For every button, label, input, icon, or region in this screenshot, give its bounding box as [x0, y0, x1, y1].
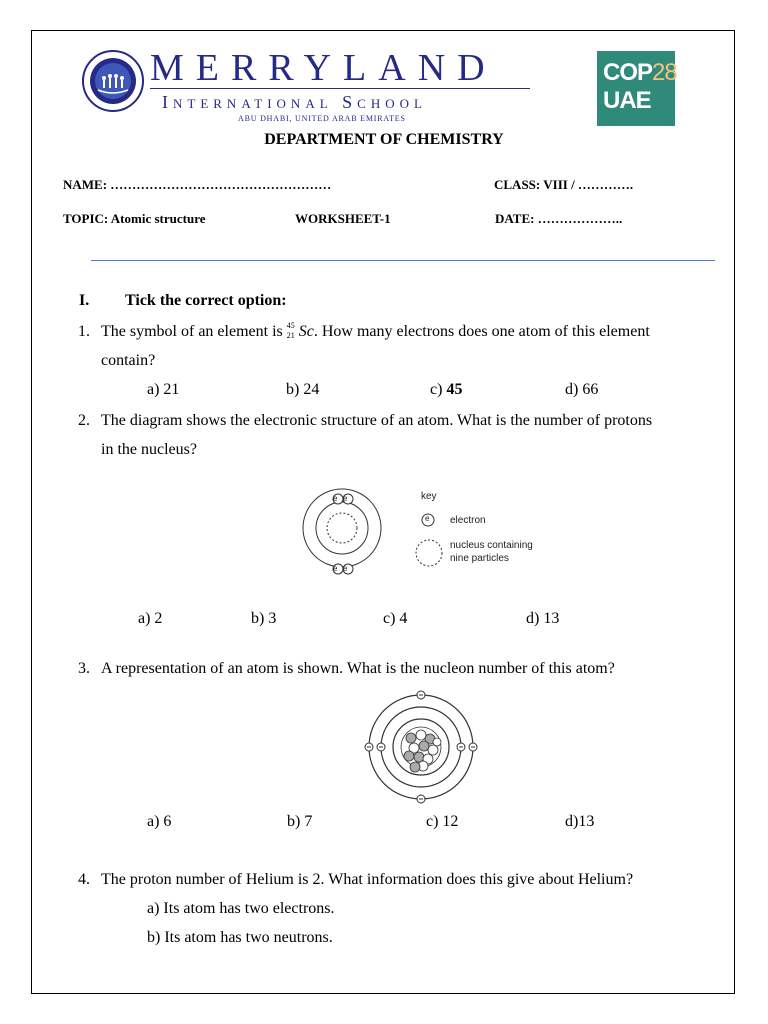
q1-option-c-value: 45 [446, 381, 463, 398]
q1-option-d[interactable]: d) 66 [565, 381, 599, 398]
school-name: MERRYLAND [150, 47, 497, 89]
q2-electron-label-2: e [343, 494, 348, 503]
q3-option-b[interactable]: b) 7 [287, 813, 313, 830]
q2-key-title: key [421, 491, 437, 502]
q3-option-a[interactable]: a) 6 [147, 813, 172, 830]
q1-text-before: The symbol of an element is [101, 323, 287, 340]
q1-option-c-letter: c) [430, 381, 447, 398]
q2-electron-label-3: e [333, 564, 338, 573]
worksheet-label: WORKSHEET-1 [295, 211, 391, 226]
class-field: CLASS: VIII / …………. [494, 177, 634, 192]
q4-number: 4. [78, 871, 90, 888]
q3-atom-diagram [364, 690, 478, 804]
cop-logo-year: 28 [652, 59, 677, 86]
section-numeral: I. [79, 292, 90, 309]
q1-text-line1 [101, 322, 650, 342]
department-title: DEPARTMENT OF CHEMISTRY [264, 131, 504, 148]
q2-key-electron-label: electron [450, 515, 486, 526]
q2-key-nucleus-icon [414, 538, 444, 568]
school-address: ABU DHABI, UNITED ARAB EMIRATES [238, 114, 406, 123]
date-field: DATE: ……………….. [495, 211, 623, 226]
q4-option-a[interactable]: a) Its atom has two electrons. [147, 900, 335, 917]
q2-electron-label-4: e [343, 564, 348, 573]
q1-number: 1. [78, 323, 90, 340]
school-subtitle: International School [162, 92, 427, 112]
q2-key-nucleus-line1: nucleus containing [450, 540, 533, 551]
section-title: Tick the correct option: [125, 292, 287, 309]
q1-atomic-number: 21 [286, 331, 295, 341]
q2-text-line2: in the nucleus? [101, 441, 197, 458]
q2-number: 2. [78, 412, 90, 429]
q3-option-d[interactable]: d)13 [565, 813, 595, 830]
q2-option-c[interactable]: c) 4 [383, 610, 408, 627]
q1-text-line2: contain? [101, 352, 156, 369]
q2-option-a[interactable]: a) 2 [138, 610, 163, 627]
q2-electron-icons [333, 494, 353, 574]
q3-nucleus [404, 730, 441, 772]
school-seal-logo [82, 50, 144, 112]
q3-text-line1: A representation of an atom is shown. What is the nucleon number of this atom? [101, 660, 615, 677]
header-divider [91, 260, 715, 261]
q3-option-c[interactable]: c) 12 [426, 813, 459, 830]
q2-text-line1: The diagram shows the electronic structure of an atom. What is the number of protons [101, 412, 653, 429]
q4-text-line1: The proton number of Helium is 2. What information does this give about Helium? [101, 871, 634, 888]
q2-electron-label-1: e [333, 494, 338, 503]
q1-option-c[interactable] [430, 381, 462, 399]
q2-key-electron-symbol: e [425, 514, 430, 523]
q2-option-d[interactable]: d) 13 [526, 610, 560, 627]
q1-option-a[interactable]: a) 21 [147, 381, 180, 398]
name-field: NAME: …………………………………………… [63, 177, 332, 192]
topic-field: TOPIC: Atomic structure [63, 211, 206, 226]
q4-option-b[interactable]: b) Its atom has two neutrons. [147, 929, 333, 946]
cop-logo-line1: COP [603, 59, 653, 86]
school-name-underline [150, 88, 530, 89]
q1-option-b[interactable]: b) 24 [286, 381, 320, 398]
q3-number: 3. [78, 660, 90, 677]
q1-mass-number: 45 [286, 321, 295, 331]
cop-logo-line2: UAE [603, 87, 651, 114]
q1-text-after: . How many electrons does one atom of this element [313, 323, 650, 340]
q2-key-nucleus-line2: nine particles [450, 553, 509, 564]
q2-option-b[interactable]: b) 3 [251, 610, 277, 627]
q1-element-notation [287, 323, 299, 341]
q1-element-symbol: Sc [298, 323, 314, 340]
cop28-uae-logo [597, 51, 675, 126]
